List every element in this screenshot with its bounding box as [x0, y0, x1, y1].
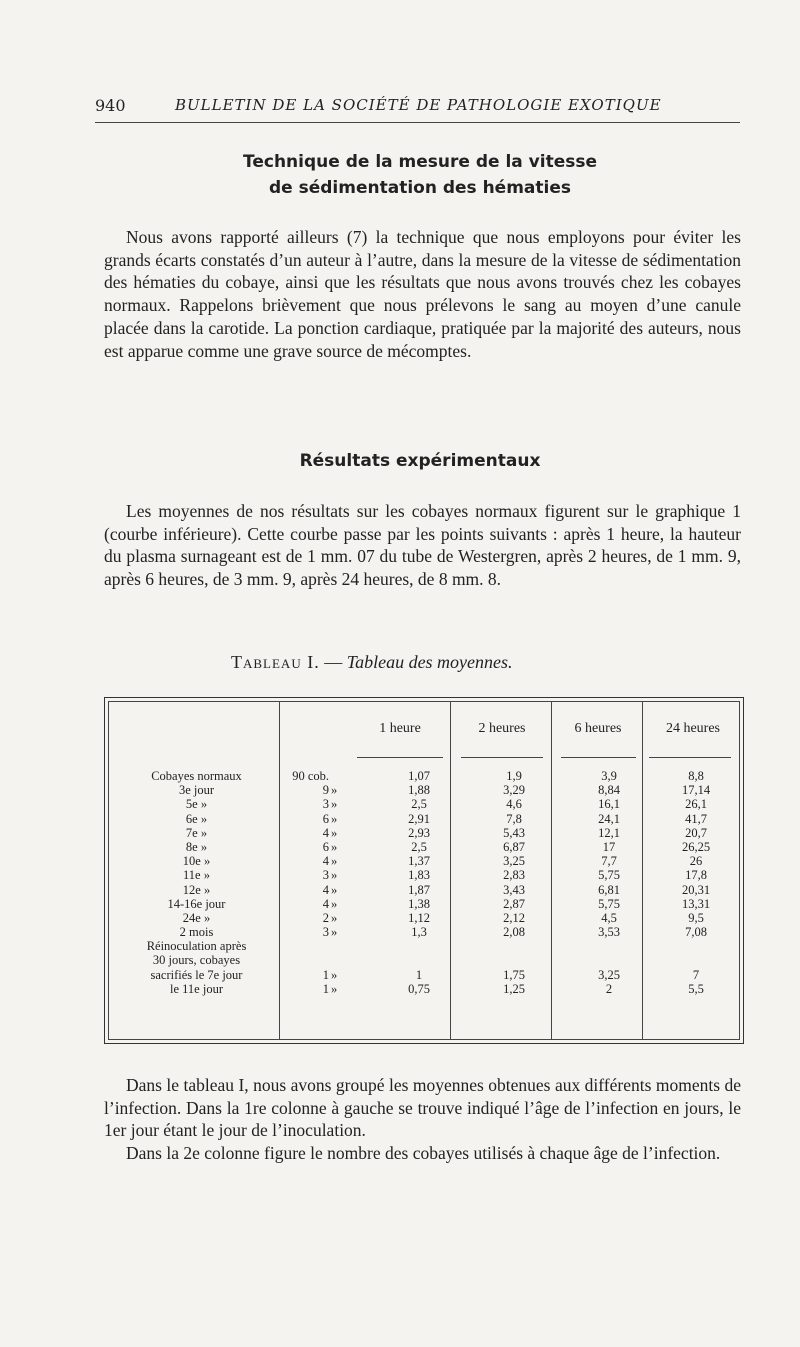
table-cell: 2,08	[503, 925, 525, 940]
table-cell: 14-16e jour	[167, 896, 226, 911]
table-cell: 1,83	[408, 868, 430, 883]
discussion-text-1: Dans le tableau I, nous avons groupé les moyennes obtenues aux différents moments de l’infection. Dans la 1re colonne à gauche se trouve indiqué l’âge de l’infection en jours, le 1er jour étant le jour de l’inoculation.	[104, 1075, 741, 1141]
table-cell: 2,5	[411, 797, 427, 812]
table-cell: 2	[605, 981, 613, 996]
running-header	[95, 96, 745, 122]
table-row	[109, 897, 739, 911]
header-underline	[461, 757, 543, 758]
table-cell: »	[331, 811, 338, 826]
table-cell: 2,87	[503, 896, 525, 911]
table-cell: 6	[322, 811, 329, 826]
table-cell: 5,75	[598, 868, 620, 883]
technique-text: Nous avons rapporté ailleurs (7) la technique que nous employons pour éviter les grands écarts constatés d’un auteur à l’autre, dans la mesure de la vitesse de sédimentation des hématies du cobaye, ainsi que les résultats que nous avons trouvés chez les cobayes normaux. Rappelons brièvement que nous prélevons le sang au moyen d’une canule placée dans la carotide. La ponction cardiaque, pratiquée par la majorité des auteurs, nous est apparue comme une grave source de mécomptes.	[104, 227, 741, 361]
table-row	[109, 769, 739, 783]
table-row	[109, 854, 739, 868]
table-cell: 12,1	[598, 825, 620, 840]
table-cell: 2,91	[408, 811, 430, 826]
table-cell: 5e »	[185, 797, 208, 812]
table-cell: 17,8	[685, 868, 707, 883]
table-cell: 1,9	[506, 769, 522, 783]
table-cell: 8,8	[688, 769, 704, 783]
table-cell: 20,31	[681, 882, 711, 897]
table-cell: 24e »	[182, 910, 211, 925]
table-cell: 4	[322, 825, 329, 840]
table-cell: 20,7	[685, 825, 707, 840]
table-cell: 6,87	[503, 839, 525, 854]
table-cell: 24,1	[598, 811, 620, 826]
table-cell: »	[331, 967, 338, 982]
section-title-line1: Technique de la mesure de la vitesse	[243, 152, 597, 172]
table-cell: 2 mois	[179, 925, 214, 940]
table-cell: 30 jours, cobayes	[152, 953, 241, 968]
table-cell: le 11e jour	[170, 981, 223, 996]
table-cell: 1	[322, 981, 329, 996]
table-cell: »	[331, 910, 338, 925]
table-cell: 1	[415, 967, 423, 982]
table-row	[109, 911, 739, 925]
table-caption-label: Tableau I.	[231, 652, 320, 672]
header-underline	[357, 757, 443, 758]
table-cell: 0,75	[408, 981, 430, 996]
table-cell: 13,31	[681, 896, 711, 911]
section-title-line2: de sédimentation des hématies	[268, 178, 571, 198]
table-cell: 1,38	[408, 896, 430, 911]
table-row	[109, 982, 739, 996]
table-cell: 7,7	[601, 854, 617, 869]
table-cell: 26,25	[681, 839, 711, 854]
table-cell: 1,37	[408, 854, 430, 869]
table-cell: 4,6	[506, 797, 522, 812]
table-cell: 7,8	[506, 811, 522, 826]
header-rule	[95, 122, 740, 123]
results-title: Résultats expérimentaux	[299, 451, 541, 471]
table-cell: 1,3	[411, 925, 427, 940]
running-title: BULLETIN DE LA SOCIÉTÉ DE PATHOLOGIE EXOTIQUE	[175, 96, 662, 114]
table-cell: 3,43	[503, 882, 525, 897]
table-cell: »	[331, 882, 338, 897]
table-cell: 3,9	[601, 769, 617, 783]
table-caption-dash: —	[324, 652, 343, 672]
table-row	[109, 840, 739, 854]
table-cell: 1,07	[408, 769, 430, 783]
table-cell: 9	[322, 783, 329, 798]
table-cell: 17,14	[681, 783, 711, 798]
table-cell: 9,5	[688, 910, 704, 925]
table-cell: 16,1	[598, 797, 620, 812]
table-row	[109, 812, 739, 826]
table-cell: 2,93	[408, 825, 430, 840]
table-cell: 90 cob.	[292, 769, 329, 783]
table-cell: 4	[322, 854, 329, 869]
table-cell: 1,88	[408, 783, 430, 798]
table-cell: 3,29	[503, 783, 525, 798]
table-row	[109, 783, 739, 797]
table-row	[109, 925, 739, 939]
column-header: 6 heures	[574, 721, 622, 736]
table-row	[109, 868, 739, 882]
table-cell: 1,75	[503, 967, 525, 982]
table-cell: »	[331, 797, 338, 812]
results-paragraph	[104, 500, 741, 591]
table-cell: 26,1	[685, 797, 707, 812]
table-cell: 7	[692, 967, 700, 982]
table-cell: »	[331, 854, 338, 869]
table-cell: 3e jour	[178, 783, 215, 798]
table-cell: 1,25	[503, 981, 525, 996]
table-cell: 17	[602, 839, 616, 854]
table-row	[109, 826, 739, 840]
table-cell: sacrifiés le 7e jour	[150, 967, 243, 982]
table-inner-frame	[108, 701, 740, 1040]
table-cell: »	[331, 825, 338, 840]
table-cell: 3,25	[503, 854, 525, 869]
table-cell: 3,25	[598, 967, 620, 982]
table-cell: 1,87	[408, 882, 430, 897]
discussion-text-2: Dans la 2e colonne figure le nombre des cobayes utilisés à chaque âge de l’infection.	[126, 1143, 721, 1164]
table-cell: 3	[322, 925, 329, 940]
table-caption	[231, 652, 513, 673]
page-number: 940	[95, 96, 126, 115]
results-text: Les moyennes de nos résultats sur les cobayes normaux figurent sur le graphique 1 (courbe inférieure). Cette courbe passe par les points suivants : après 1 heure, la hauteur du plasma surnageant est de 1 mm. 07 du tube de Westergren, après 2 heures, de 1 mm. 9, après 6 heures, de 3 mm. 9, après 24 heures, de 8 mm. 8.	[104, 501, 741, 590]
table-cell: »	[331, 868, 338, 883]
table-cell: 2,12	[503, 910, 525, 925]
column-header: 2 heures	[478, 721, 526, 736]
discussion-paragraph	[104, 1074, 741, 1165]
table-cell: 26	[689, 854, 703, 869]
table-cell: 6,81	[598, 882, 620, 897]
table-cell: 4	[322, 896, 329, 911]
table-row	[109, 968, 739, 982]
table-cell: »	[331, 896, 338, 911]
table-cell: 3,53	[598, 925, 620, 940]
table-cell: 2,5	[411, 839, 427, 854]
table-cell: 11e »	[183, 868, 210, 883]
table-row	[109, 797, 739, 811]
table-row	[109, 939, 739, 953]
table-cell: »	[331, 981, 338, 996]
table-cell: 1,12	[408, 910, 430, 925]
means-table	[104, 697, 744, 1044]
table-cell: 4,5	[601, 910, 617, 925]
table-cell: 5,75	[598, 896, 620, 911]
table-caption-title: Tableau des moyennes.	[346, 652, 513, 672]
table-cell: 2	[322, 910, 329, 925]
table-cell: 6e »	[185, 811, 208, 826]
table-cell: 12e »	[182, 882, 211, 897]
table-cell: 8,84	[598, 783, 620, 798]
table-cell: 10e »	[182, 854, 211, 869]
table-cell: 7,08	[685, 925, 707, 940]
table-cell: Réinoculation après	[146, 939, 247, 954]
table-cell: »	[331, 925, 338, 940]
table-cell: 5,43	[503, 825, 525, 840]
table-cell: »	[331, 839, 338, 854]
table-cell: 8e »	[185, 839, 208, 854]
column-header: 1 heure	[379, 721, 421, 736]
table-row	[109, 883, 739, 897]
table-row	[109, 953, 739, 967]
table-cell: 6	[322, 839, 329, 854]
table-cell: 3	[322, 868, 329, 883]
table-cell: 7e »	[185, 825, 208, 840]
table-body	[109, 769, 739, 996]
table-cell: 1	[322, 967, 329, 982]
table-cell: 41,7	[685, 811, 707, 826]
table-cell: 2,83	[503, 868, 525, 883]
table-cell: 3	[322, 797, 329, 812]
header-underline	[561, 757, 636, 758]
table-cell: 5,5	[688, 981, 704, 996]
table-cell: »	[331, 783, 338, 798]
table-cell: Cobayes normaux	[151, 769, 242, 783]
column-header: 24 heures	[665, 721, 721, 736]
technique-paragraph	[104, 226, 741, 362]
header-underline	[649, 757, 731, 758]
table-cell: 4	[322, 882, 329, 897]
